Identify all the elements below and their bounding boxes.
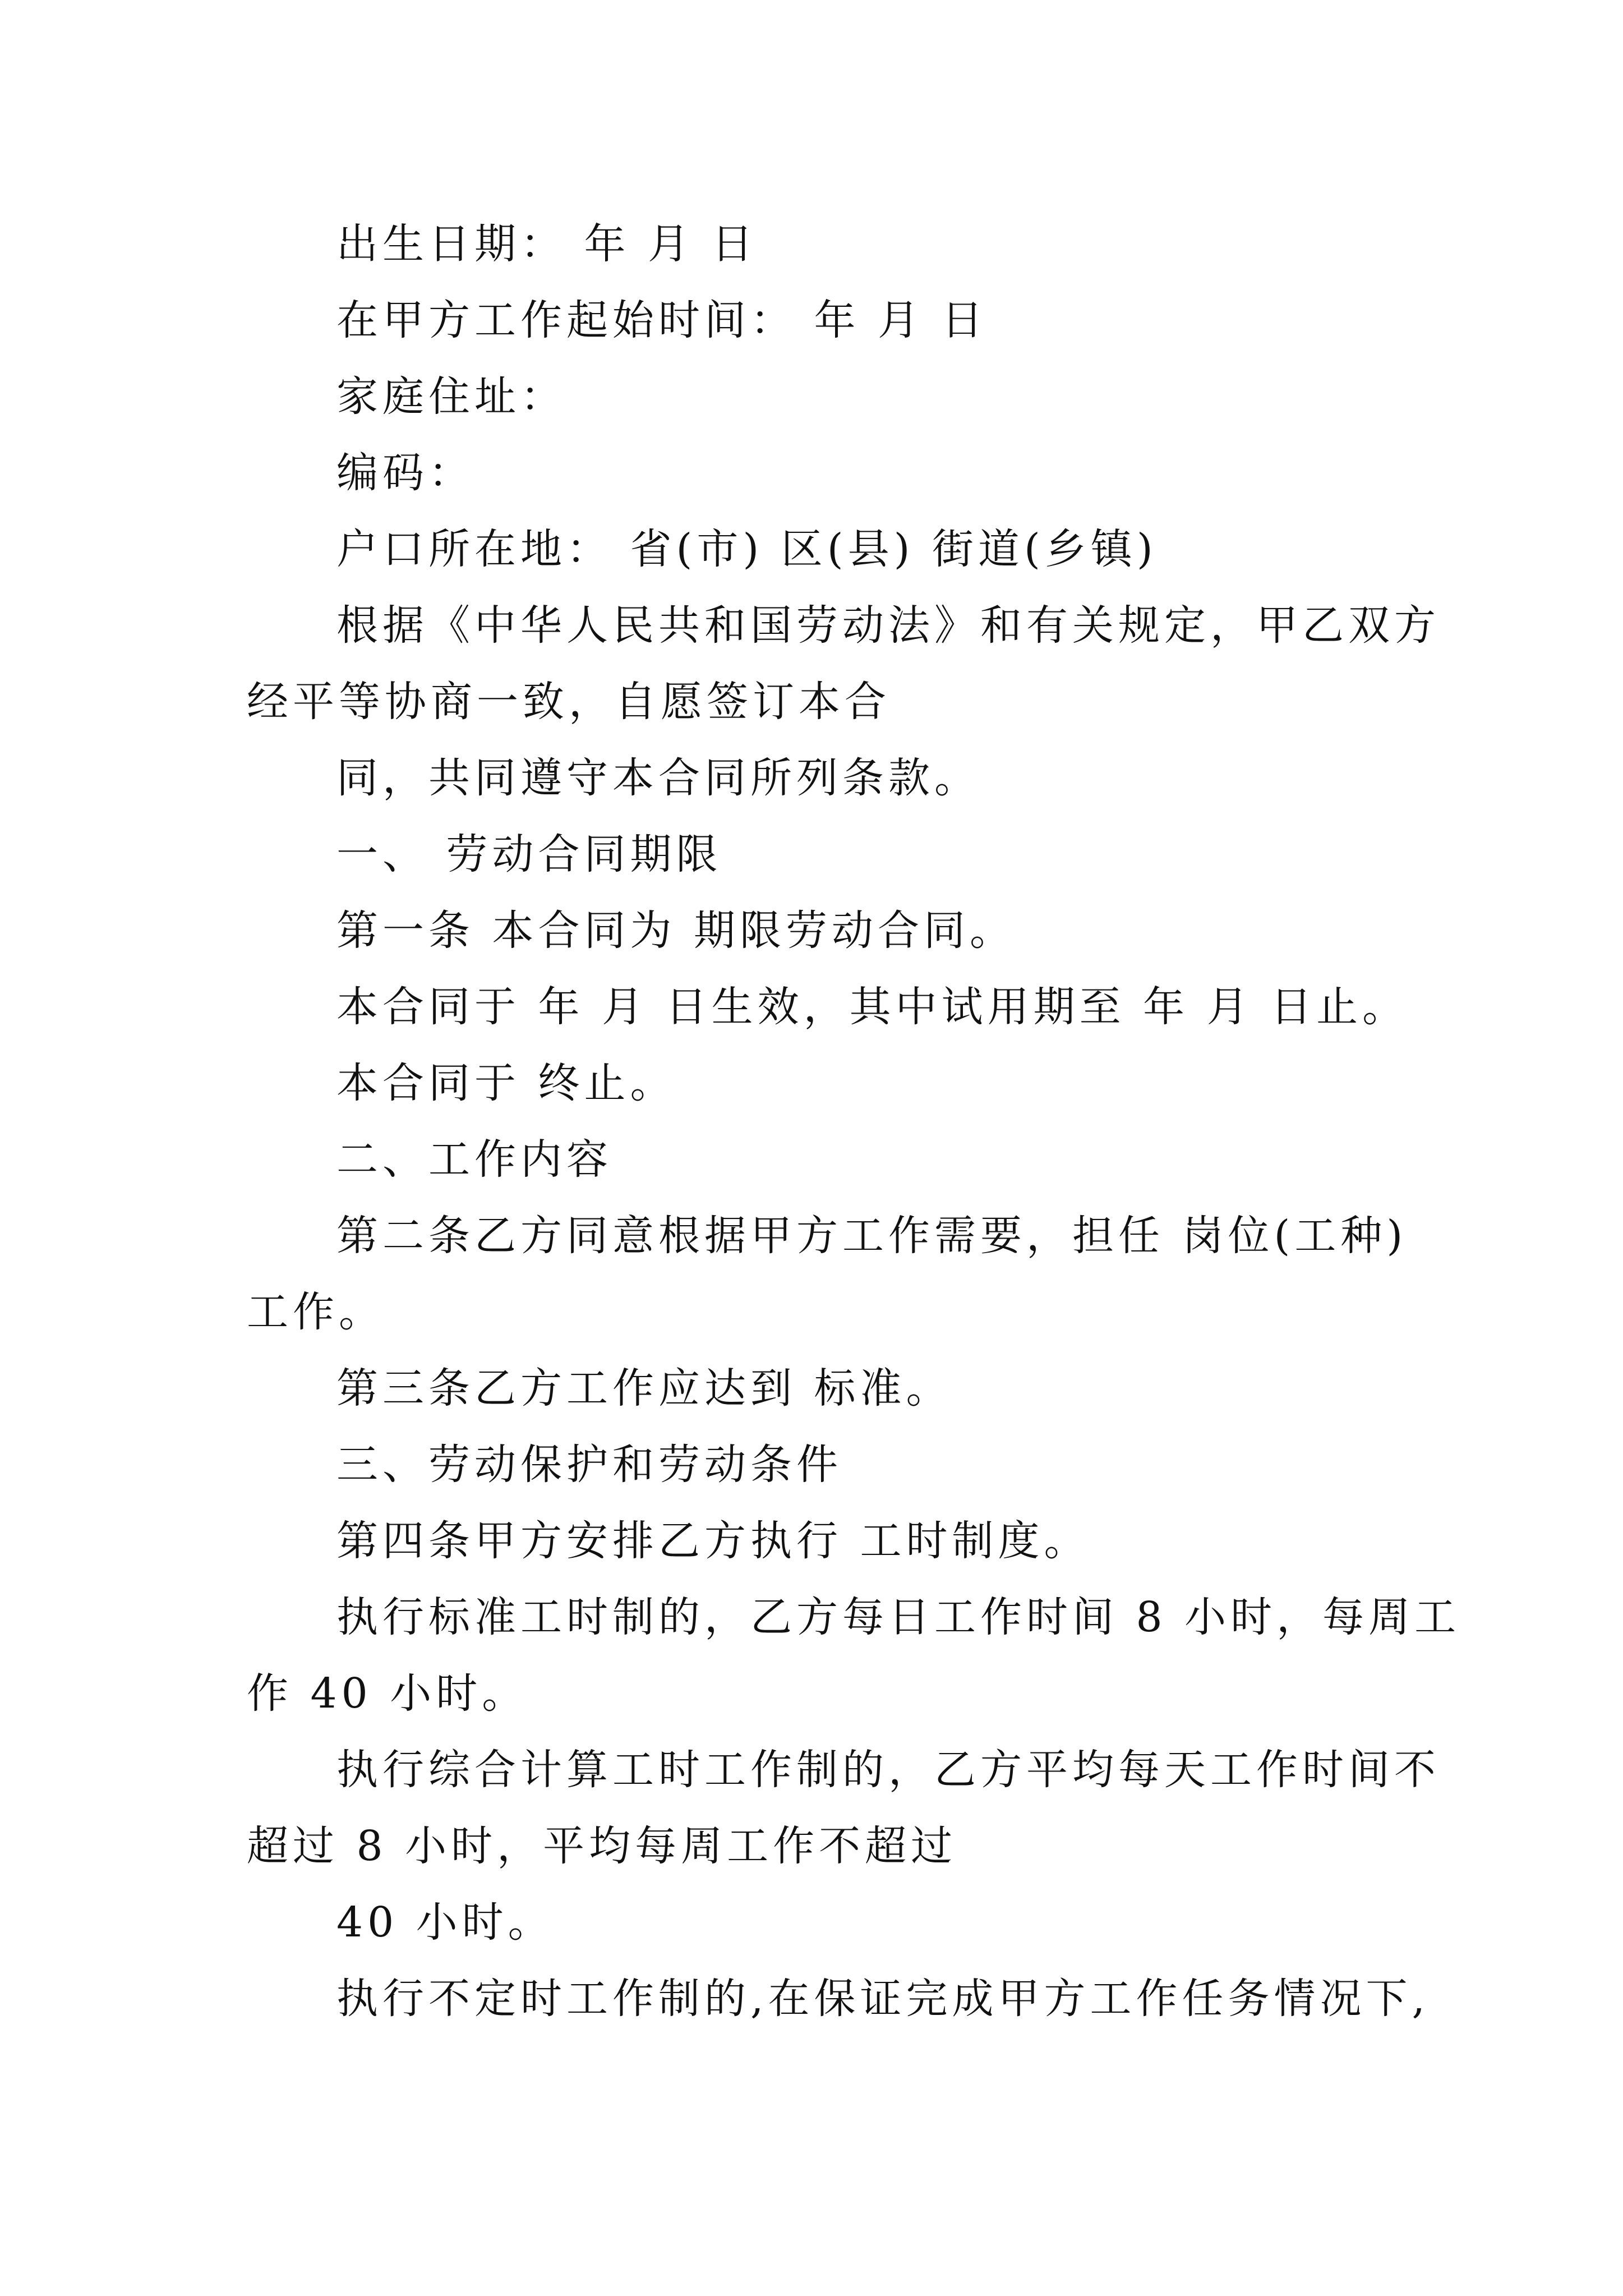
- section-heading-protection: 三、劳动保护和劳动条件: [336, 1441, 842, 1489]
- section-heading-term: 一、 劳动合同期限: [336, 830, 722, 878]
- standard-hours-line-1: 执行标准工时制的，乙方每日工作时间 8 小时，每周工: [336, 1593, 1461, 1641]
- section-heading-work: 二、工作内容: [336, 1135, 612, 1184]
- comprehensive-hours-line-2: 超过 8 小时，平均每周工作不超过: [247, 1822, 957, 1870]
- preamble-line-2: 经平等协商一致，自愿签订本合: [247, 678, 891, 726]
- employment-start-line: 在甲方工作起始时间： 年 月 日: [336, 296, 988, 344]
- household-registration-line: 户口所在地： 省(市) 区(县) 街道(乡镇): [336, 525, 1158, 573]
- article-2-line-2: 工作。: [247, 1288, 385, 1336]
- termination-line: 本合同于 终止。: [336, 1059, 676, 1107]
- postal-code-line: 编码：: [336, 449, 474, 497]
- birth-date-line: 出生日期： 年 月 日: [336, 220, 758, 268]
- flexible-hours-line: 执行不定时工作制的,在保证完成甲方工作任务情况下,: [336, 1975, 1430, 2023]
- article-2-line-1: 第二条乙方同意根据甲方工作需要，担任 岗位(工种): [336, 1212, 1408, 1260]
- article-3-line: 第三条乙方工作应达到 标准。: [336, 1364, 952, 1412]
- article-4-line: 第四条甲方安排乙方执行 工时制度。: [336, 1517, 1090, 1565]
- article-1-line: 第一条 本合同为 期限劳动合同。: [336, 907, 1016, 955]
- effective-date-line: 本合同于 年 月 日生效，其中试用期至 年 月 日止。: [336, 983, 1409, 1031]
- preamble-line-3: 同，共同遵守本合同所列条款。: [336, 754, 980, 802]
- home-address-line: 家庭住址：: [336, 372, 566, 421]
- comprehensive-hours-line-1: 执行综合计算工时工作制的，乙方平均每天工作时间不: [336, 1746, 1440, 1794]
- comprehensive-hours-line-3: 40 小时。: [336, 1898, 554, 1947]
- preamble-line-1: 根据《中华人民共和国劳动法》和有关规定，甲乙双方: [336, 601, 1440, 650]
- standard-hours-line-2: 作 40 小时。: [247, 1669, 528, 1718]
